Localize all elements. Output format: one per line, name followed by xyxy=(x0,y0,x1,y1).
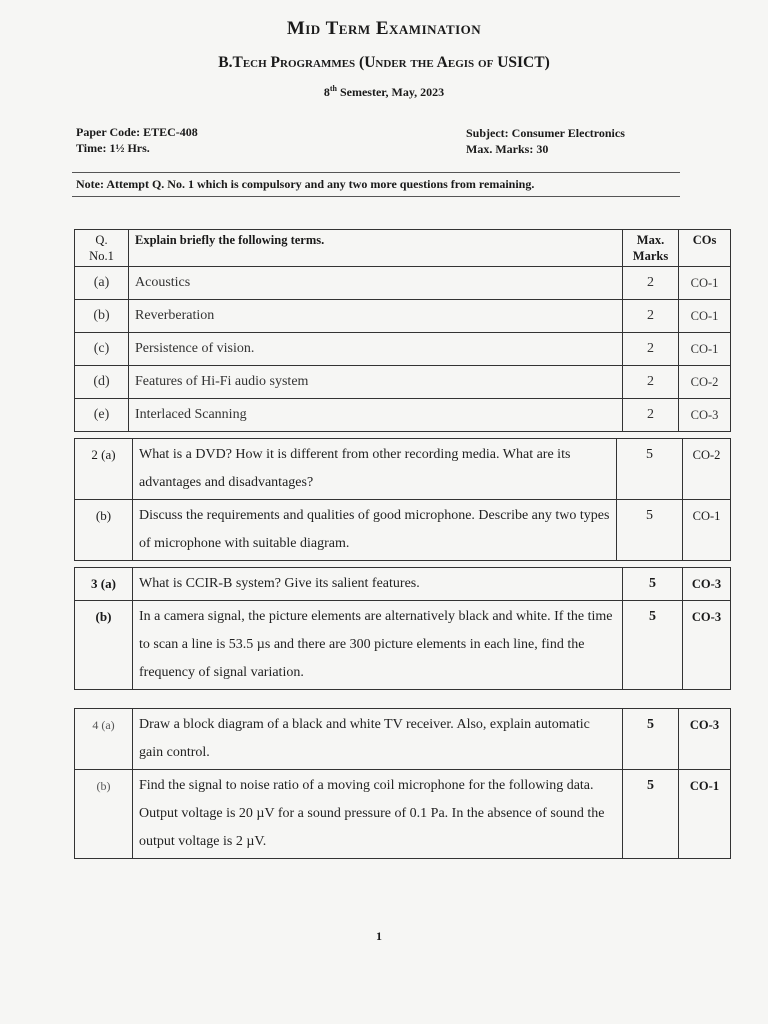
table-row xyxy=(75,366,731,399)
marks-cell: 2 xyxy=(623,333,679,366)
programme-line: B.Tech Programmes (Under the Aegis of USICT) xyxy=(218,54,550,71)
table-row xyxy=(75,333,731,366)
exam-time: Time: 1½ Hrs. xyxy=(76,141,150,155)
table-row xyxy=(75,568,731,601)
question-3-table xyxy=(74,567,731,690)
marks-header-line1: Max. xyxy=(636,233,665,247)
co-cell: CO-3 xyxy=(679,709,731,770)
question-text: Draw a block diagram of a black and white TV receiver. Also, explain automatic gain control. xyxy=(133,709,623,770)
table-row xyxy=(75,300,731,333)
table-row xyxy=(75,709,731,770)
part-label: (b) xyxy=(75,500,133,561)
part-label: 3 (a) xyxy=(75,568,133,601)
part-label: (c) xyxy=(75,333,129,366)
divider-bottom xyxy=(72,196,680,197)
max-marks: Max. Marks: 30 xyxy=(466,142,549,156)
paper-meta-left xyxy=(76,124,198,156)
qno-header xyxy=(75,230,129,267)
cos-header: COs xyxy=(679,230,731,267)
marks-header xyxy=(623,230,679,267)
co-cell: CO-1 xyxy=(679,267,731,300)
co-cell: CO-1 xyxy=(683,500,731,561)
page-number: 1 xyxy=(376,929,382,943)
marks-cell: 2 xyxy=(623,366,679,399)
paper-meta-right xyxy=(466,125,625,157)
co-cell: CO-3 xyxy=(683,568,731,601)
marks-cell: 5 xyxy=(623,770,679,859)
co-cell: CO-1 xyxy=(679,333,731,366)
question-text: Features of Hi-Fi audio system xyxy=(129,366,623,399)
co-cell: CO-2 xyxy=(683,439,731,500)
marks-cell: 5 xyxy=(623,601,683,690)
marks-cell: 5 xyxy=(617,500,683,561)
session-rest: Semester, May, 2023 xyxy=(336,85,445,99)
co-cell: CO-3 xyxy=(683,601,731,690)
instruction-note: Note: Attempt Q. No. 1 which is compulsory and any two more questions from remaining. xyxy=(76,177,535,191)
question-text: Discuss the requirements and qualities of good microphone. Describe any two types of microphone with suitable diagram. xyxy=(133,500,617,561)
question-text: Reverberation xyxy=(129,300,623,333)
part-label: (d) xyxy=(75,366,129,399)
part-label: 2 (a) xyxy=(75,439,133,500)
marks-cell: 2 xyxy=(623,300,679,333)
question-text: What is CCIR-B system? Give its salient features. xyxy=(133,568,623,601)
co-cell: CO-3 xyxy=(679,399,731,432)
subject: Subject: Consumer Electronics xyxy=(466,126,625,140)
co-cell: CO-1 xyxy=(679,770,731,859)
table-row xyxy=(75,399,731,432)
marks-cell: 5 xyxy=(623,568,683,601)
marks-cell: 2 xyxy=(623,399,679,432)
question-text: Persistence of vision. xyxy=(129,333,623,366)
part-label: (e) xyxy=(75,399,129,432)
marks-cell: 2 xyxy=(623,267,679,300)
marks-cell: 5 xyxy=(623,709,679,770)
question-1-table xyxy=(74,229,731,432)
part-label: (b) xyxy=(75,770,133,859)
table-row xyxy=(75,500,731,561)
question-text: Interlaced Scanning xyxy=(129,399,623,432)
table-row xyxy=(75,439,731,500)
part-label: 4 (a) xyxy=(75,709,133,770)
part-label: (b) xyxy=(75,300,129,333)
co-cell: CO-2 xyxy=(679,366,731,399)
instruction-header: Explain briefly the following terms. xyxy=(129,230,623,267)
question-text: What is a DVD? How it is different from other recording media. What are its advantages and disadvantages? xyxy=(133,439,617,500)
question-2-table xyxy=(74,438,731,561)
part-label: (a) xyxy=(75,267,129,300)
table-header-row xyxy=(75,230,731,267)
table-row xyxy=(75,770,731,859)
paper-code: Paper Code: ETEC-408 xyxy=(76,125,198,139)
qno-header-line1: Q. xyxy=(95,233,108,247)
question-text: In a camera signal, the picture elements are alternatively black and white. If the time to scan a line is 53.5 µs and there are 300 picture elements in each line, find the frequency of signal variation. xyxy=(133,601,623,690)
question-4-table xyxy=(74,708,731,859)
session-ordinal: 8 xyxy=(323,85,330,99)
marks-header-line2: Marks xyxy=(632,249,669,263)
co-cell: CO-1 xyxy=(679,300,731,333)
session-line xyxy=(0,84,768,100)
part-label: (b) xyxy=(75,601,133,690)
marks-cell: 5 xyxy=(617,439,683,500)
divider-top xyxy=(72,172,680,173)
table-row xyxy=(75,601,731,690)
exam-title: Mid Term Examination xyxy=(286,18,482,39)
question-text: Acoustics xyxy=(129,267,623,300)
table-row xyxy=(75,267,731,300)
question-text: Find the signal to noise ratio of a moving coil microphone for the following data. Output voltage is 20 µV for a sound pressure of 0.1 Pa. In the absence of sound the output voltage is 2 µV. xyxy=(133,770,623,859)
qno-header-line2: No.1 xyxy=(89,249,114,263)
session-superscript: th xyxy=(329,84,337,93)
